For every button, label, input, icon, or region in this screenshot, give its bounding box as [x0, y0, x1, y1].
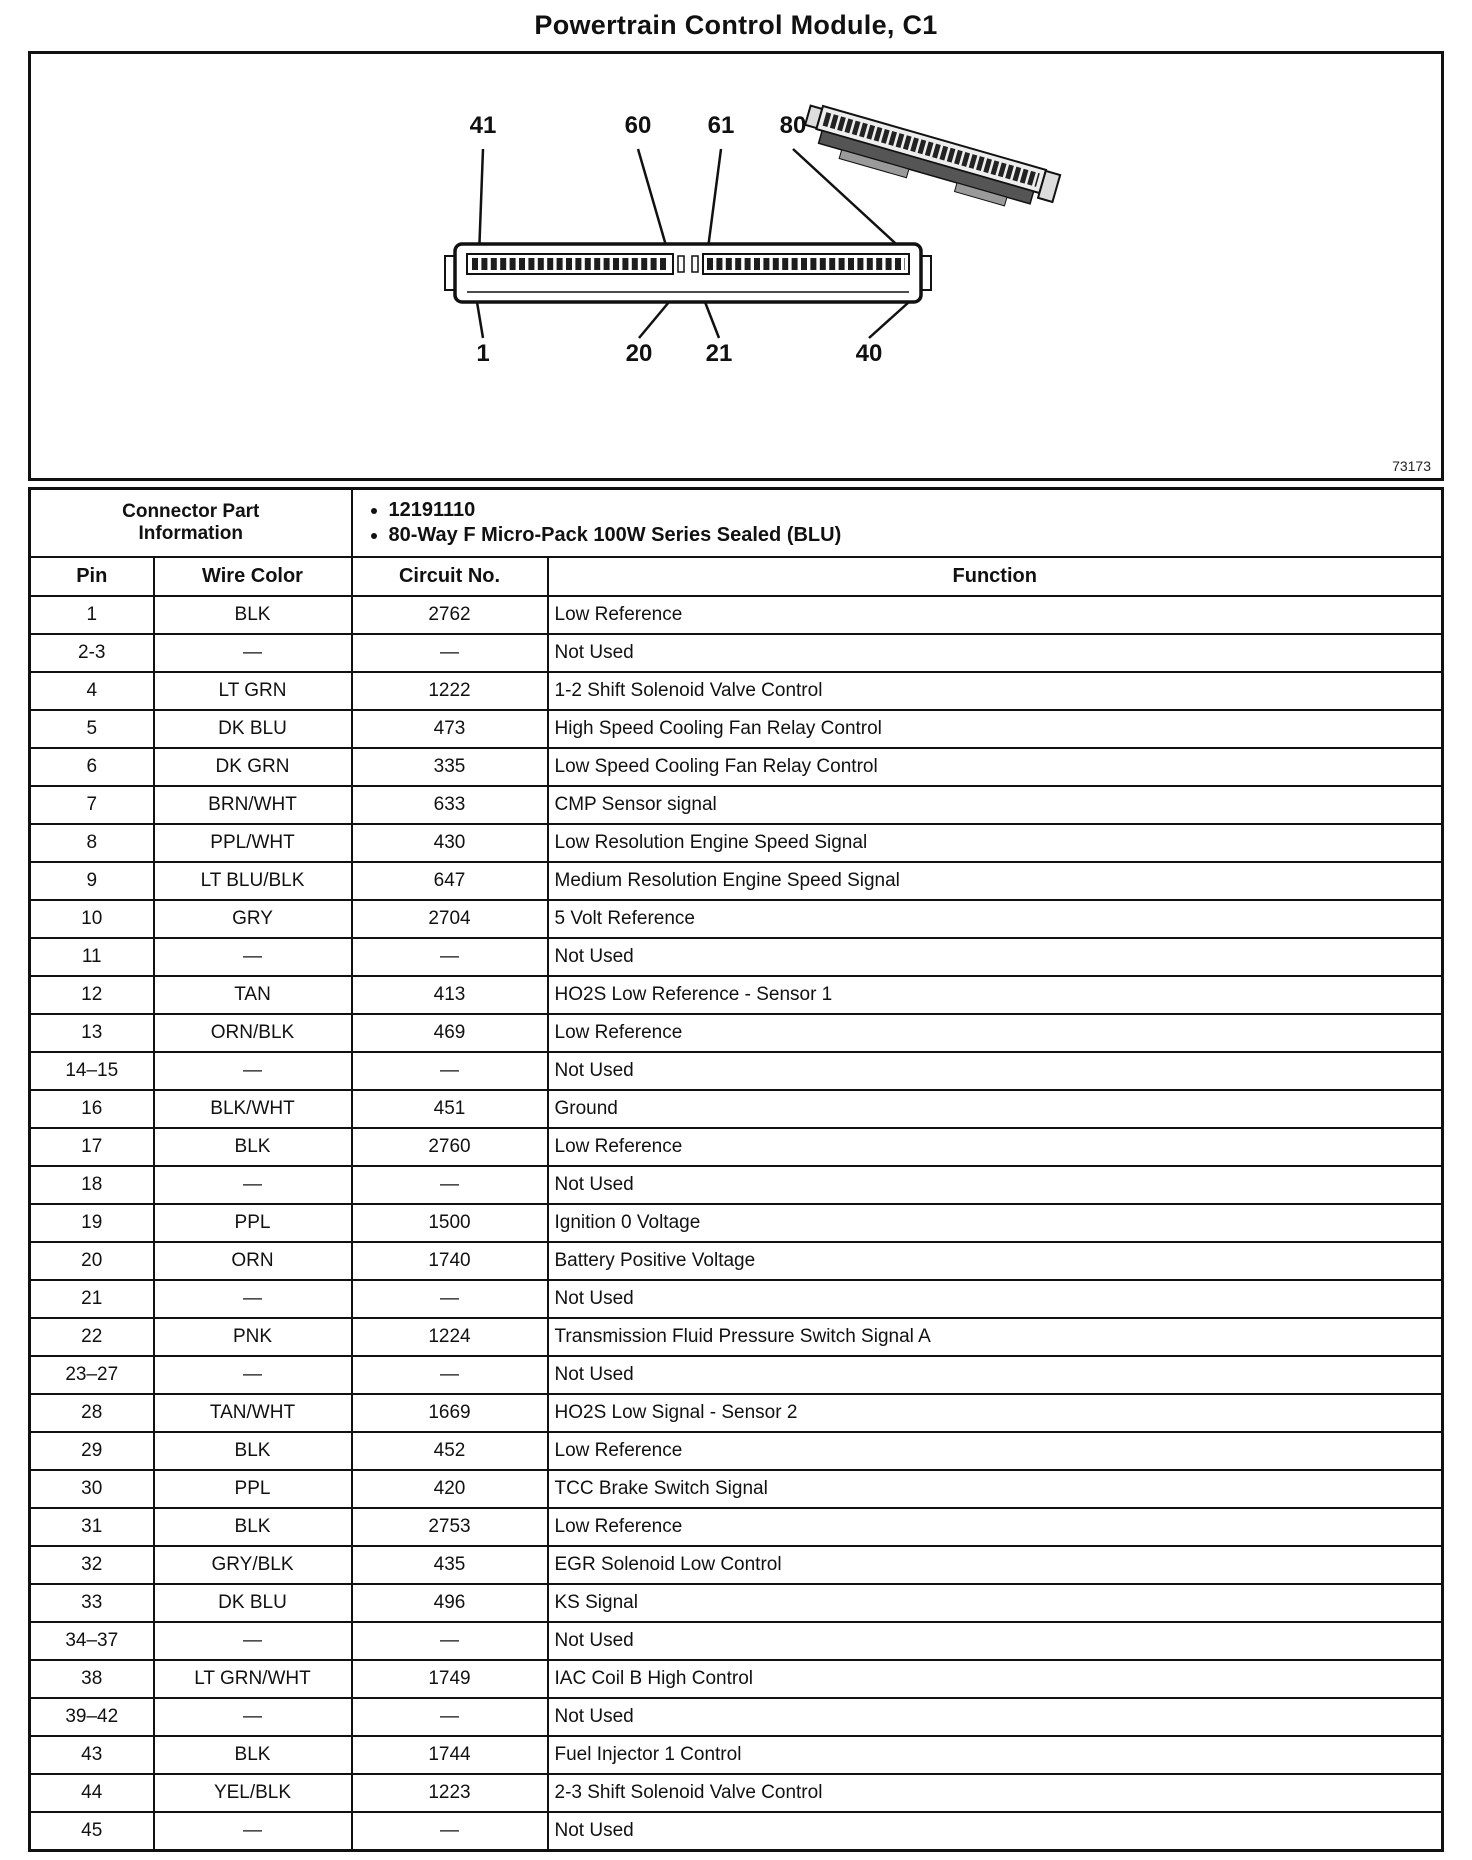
wire-color-cell: LT BLU/BLK — [154, 862, 352, 900]
table-row — [30, 1660, 1443, 1698]
wire-color-cell: — — [154, 1622, 352, 1660]
function-cell: Not Used — [548, 1698, 1443, 1736]
pin-cell: 6 — [30, 748, 154, 786]
pin-cell: 29 — [30, 1432, 154, 1470]
function-cell: Low Reference — [548, 596, 1443, 634]
wire-color-cell: PPL/WHT — [154, 824, 352, 862]
table-row — [30, 1128, 1443, 1166]
function-cell: Medium Resolution Engine Speed Signal — [548, 862, 1443, 900]
table-row — [30, 1774, 1443, 1812]
circuit-no-cell: 1222 — [352, 672, 548, 710]
pin-callout-21: 21 — [705, 340, 733, 367]
table-row — [30, 786, 1443, 824]
table-row — [30, 1280, 1443, 1318]
table-row — [30, 1508, 1443, 1546]
wire-color-cell: DK BLU — [154, 710, 352, 748]
col-header-wire-color: Wire Color — [154, 557, 352, 596]
table-row — [30, 1432, 1443, 1470]
function-cell: Battery Positive Voltage — [548, 1242, 1443, 1280]
pin-cell: 44 — [30, 1774, 154, 1812]
wire-color-cell: DK GRN — [154, 748, 352, 786]
wire-color-cell: BLK/WHT — [154, 1090, 352, 1128]
pin-cell: 12 — [30, 976, 154, 1014]
wire-color-cell: PPL — [154, 1204, 352, 1242]
circuit-no-cell: 451 — [352, 1090, 548, 1128]
function-cell: Not Used — [548, 938, 1443, 976]
pin-cell: 31 — [30, 1508, 154, 1546]
table-row — [30, 748, 1443, 786]
pin-callout-80: 80 — [779, 112, 807, 139]
table-row — [30, 938, 1443, 976]
pin-callout-60: 60 — [624, 112, 652, 139]
circuit-no-cell: 1669 — [352, 1394, 548, 1432]
pin-cell: 34–37 — [30, 1622, 154, 1660]
pin-cell: 1 — [30, 596, 154, 634]
circuit-no-cell: — — [352, 1166, 548, 1204]
pin-cell: 33 — [30, 1584, 154, 1622]
function-cell: Not Used — [548, 634, 1443, 672]
wire-color-cell: PPL — [154, 1470, 352, 1508]
pin-cell: 32 — [30, 1546, 154, 1584]
figure-number: 73173 — [1392, 458, 1431, 474]
table-row — [30, 976, 1443, 1014]
circuit-no-cell: 647 — [352, 862, 548, 900]
leader-lines-top — [479, 149, 907, 256]
function-cell: IAC Coil B High Control — [548, 1660, 1443, 1698]
wire-color-cell: GRY — [154, 900, 352, 938]
pin-cell: 5 — [30, 710, 154, 748]
col-header-function: Function — [548, 557, 1443, 596]
pinout-table-body — [30, 596, 1443, 1851]
function-cell: Ground — [548, 1090, 1443, 1128]
center-latch-left — [678, 256, 684, 272]
circuit-no-cell: — — [352, 1698, 548, 1736]
circuit-no-cell: 435 — [352, 1546, 548, 1584]
table-row — [30, 1584, 1443, 1622]
circuit-no-cell: 452 — [352, 1432, 548, 1470]
pin-cell: 30 — [30, 1470, 154, 1508]
wire-color-cell: BLK — [154, 596, 352, 634]
circuit-no-cell: — — [352, 1812, 548, 1851]
function-cell: Not Used — [548, 1052, 1443, 1090]
part-number: • 12191110 — [389, 499, 1436, 522]
function-cell: 2-3 Shift Solenoid Valve Control — [548, 1774, 1443, 1812]
table-row — [30, 1812, 1443, 1851]
function-cell: Ignition 0 Voltage — [548, 1204, 1443, 1242]
wire-color-cell: — — [154, 1166, 352, 1204]
wire-color-cell: — — [154, 1052, 352, 1090]
function-cell: Not Used — [548, 1622, 1443, 1660]
table-row — [30, 672, 1443, 710]
function-cell: Low Reference — [548, 1508, 1443, 1546]
wire-color-cell: TAN — [154, 976, 352, 1014]
table-row — [30, 1014, 1443, 1052]
function-cell: Low Speed Cooling Fan Relay Control — [548, 748, 1443, 786]
circuit-no-cell: — — [352, 1356, 548, 1394]
pin-cell: 18 — [30, 1166, 154, 1204]
circuit-no-cell: 420 — [352, 1470, 548, 1508]
connector-front-view — [445, 244, 931, 302]
pin-cell: 17 — [30, 1128, 154, 1166]
pin-cell: 8 — [30, 824, 154, 862]
pin-cell: 45 — [30, 1812, 154, 1851]
pin-cell: 11 — [30, 938, 154, 976]
connector-description: • 80-Way F Micro-Pack 100W Series Sealed (BLU) — [389, 524, 1436, 547]
table-row — [30, 634, 1443, 672]
table-row — [30, 1698, 1443, 1736]
connector-part-bullets — [367, 499, 1436, 547]
table-row — [30, 1318, 1443, 1356]
wire-color-cell: — — [154, 1698, 352, 1736]
circuit-no-cell: — — [352, 1622, 548, 1660]
column-header-row — [30, 557, 1443, 596]
table-row — [30, 710, 1443, 748]
circuit-no-cell: 2760 — [352, 1128, 548, 1166]
function-cell: CMP Sensor signal — [548, 786, 1443, 824]
function-cell: 5 Volt Reference — [548, 900, 1443, 938]
wire-color-cell: — — [154, 1356, 352, 1394]
function-cell: Transmission Fluid Pressure Switch Signal A — [548, 1318, 1443, 1356]
wire-color-cell: BLK — [154, 1508, 352, 1546]
wire-color-cell: LT GRN/WHT — [154, 1660, 352, 1698]
pin-cell: 28 — [30, 1394, 154, 1432]
wire-color-cell: PNK — [154, 1318, 352, 1356]
pin-callout-1: 1 — [476, 340, 490, 367]
circuit-no-cell: 1744 — [352, 1736, 548, 1774]
table-row — [30, 1052, 1443, 1090]
connector-part-info-line2: Information — [138, 523, 243, 544]
wire-color-cell: — — [154, 1812, 352, 1851]
wire-color-cell: LT GRN — [154, 672, 352, 710]
pin-callout-40: 40 — [855, 340, 883, 367]
pin-cell: 38 — [30, 1660, 154, 1698]
table-row — [30, 900, 1443, 938]
wire-color-cell: BRN/WHT — [154, 786, 352, 824]
wire-color-cell: DK BLU — [154, 1584, 352, 1622]
col-header-pin: Pin — [30, 557, 154, 596]
circuit-no-cell: — — [352, 1280, 548, 1318]
table-row — [30, 1242, 1443, 1280]
table-row — [30, 862, 1443, 900]
function-cell: Low Resolution Engine Speed Signal — [548, 824, 1443, 862]
wire-color-cell: TAN/WHT — [154, 1394, 352, 1432]
function-cell: HO2S Low Signal - Sensor 2 — [548, 1394, 1443, 1432]
connector-iso-view — [799, 103, 1061, 219]
circuit-no-cell: 633 — [352, 786, 548, 824]
wire-color-cell: YEL/BLK — [154, 1774, 352, 1812]
connector-part-info-header — [30, 489, 352, 558]
circuit-no-cell: 430 — [352, 824, 548, 862]
col-header-circuit-no: Circuit No. — [352, 557, 548, 596]
pin-cell: 22 — [30, 1318, 154, 1356]
circuit-no-cell: 413 — [352, 976, 548, 1014]
table-row — [30, 1736, 1443, 1774]
function-cell: Not Used — [548, 1812, 1443, 1851]
page-title: Powertrain Control Module, C1 — [534, 10, 938, 40]
circuit-no-cell: 473 — [352, 710, 548, 748]
center-latch-right — [692, 256, 698, 272]
wire-color-cell: BLK — [154, 1736, 352, 1774]
circuit-no-cell: 1224 — [352, 1318, 548, 1356]
table-row — [30, 1394, 1443, 1432]
circuit-no-cell: 1749 — [352, 1660, 548, 1698]
circuit-no-cell: 496 — [352, 1584, 548, 1622]
circuit-no-cell: 2753 — [352, 1508, 548, 1546]
function-cell: Low Reference — [548, 1128, 1443, 1166]
pinout-table — [28, 487, 1444, 1852]
pin-cell: 20 — [30, 1242, 154, 1280]
table-row — [30, 1166, 1443, 1204]
wire-color-cell: — — [154, 634, 352, 672]
table-row — [30, 1546, 1443, 1584]
function-cell: 1-2 Shift Solenoid Valve Control — [548, 672, 1443, 710]
wire-color-cell: — — [154, 1280, 352, 1318]
function-cell: Fuel Injector 1 Control — [548, 1736, 1443, 1774]
pin-cell: 39–42 — [30, 1698, 154, 1736]
wire-color-cell: BLK — [154, 1432, 352, 1470]
table-row — [30, 596, 1443, 634]
table-row — [30, 1204, 1443, 1242]
function-cell: HO2S Low Reference - Sensor 1 — [548, 976, 1443, 1014]
circuit-no-cell: — — [352, 938, 548, 976]
circuit-no-cell: — — [352, 634, 548, 672]
wire-color-cell: ORN — [154, 1242, 352, 1280]
function-cell: Not Used — [548, 1280, 1443, 1318]
leader-lines-bottom — [477, 302, 909, 338]
function-cell: Low Reference — [548, 1432, 1443, 1470]
function-cell: KS Signal — [548, 1584, 1443, 1622]
circuit-no-cell: — — [352, 1052, 548, 1090]
connector-diagram — [28, 51, 1444, 481]
circuit-no-cell: 469 — [352, 1014, 548, 1052]
circuit-no-cell: 335 — [352, 748, 548, 786]
pin-cell: 21 — [30, 1280, 154, 1318]
function-cell: Low Reference — [548, 1014, 1443, 1052]
connector-part-numbers — [352, 489, 1443, 558]
wire-color-cell: GRY/BLK — [154, 1546, 352, 1584]
pin-cell: 4 — [30, 672, 154, 710]
table-row — [30, 1090, 1443, 1128]
pin-cell: 2-3 — [30, 634, 154, 672]
connector-part-info-line1: Connector Part — [122, 501, 260, 522]
wire-color-cell: BLK — [154, 1128, 352, 1166]
circuit-no-cell: 1223 — [352, 1774, 548, 1812]
pin-cell: 23–27 — [30, 1356, 154, 1394]
pin-cell: 16 — [30, 1090, 154, 1128]
circuit-no-cell: 1500 — [352, 1204, 548, 1242]
pin-cell: 9 — [30, 862, 154, 900]
pin-cell: 43 — [30, 1736, 154, 1774]
table-row — [30, 1356, 1443, 1394]
function-cell: Not Used — [548, 1166, 1443, 1204]
connector-info-row — [30, 489, 1443, 558]
pin-cell: 14–15 — [30, 1052, 154, 1090]
pin-callout-20: 20 — [625, 340, 653, 367]
function-cell: Not Used — [548, 1356, 1443, 1394]
function-cell: EGR Solenoid Low Control — [548, 1546, 1443, 1584]
pin-cell: 13 — [30, 1014, 154, 1052]
pin-callout-61: 61 — [707, 112, 735, 139]
pin-cell: 10 — [30, 900, 154, 938]
pin-cell: 19 — [30, 1204, 154, 1242]
table-row — [30, 824, 1443, 862]
table-row — [30, 1470, 1443, 1508]
circuit-no-cell: 1740 — [352, 1242, 548, 1280]
pin-cell: 7 — [30, 786, 154, 824]
circuit-no-cell: 2704 — [352, 900, 548, 938]
pin-callout-41: 41 — [469, 112, 497, 139]
table-row — [30, 1622, 1443, 1660]
wire-color-cell: — — [154, 938, 352, 976]
circuit-no-cell: 2762 — [352, 596, 548, 634]
function-cell: High Speed Cooling Fan Relay Control — [548, 710, 1443, 748]
wire-color-cell: ORN/BLK — [154, 1014, 352, 1052]
function-cell: TCC Brake Switch Signal — [548, 1470, 1443, 1508]
